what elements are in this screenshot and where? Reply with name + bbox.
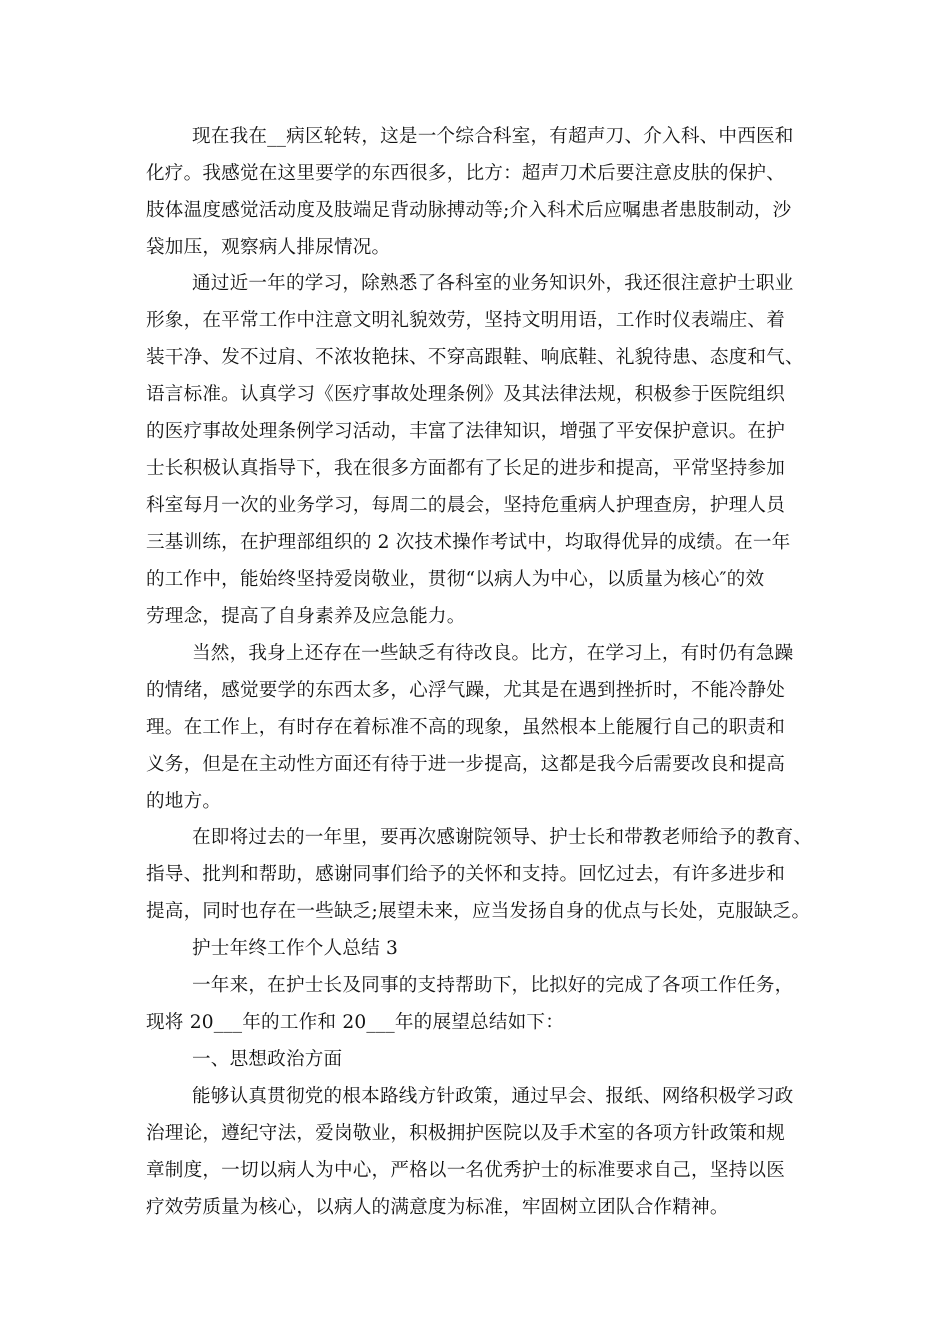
paragraph-line: 现在我在__病区轮转，这是一个综合科室，有超声刀、介入科、中西医和 (192, 126, 794, 147)
paragraph-line: 理。在工作上，有时存在着标准不高的现象，虽然根本上能履行自己的职责和 (146, 717, 785, 738)
paragraph-line: 形象，在平常工作中注意文明礼貌效劳，坚持文明用语，工作时仪表端庄、着 (146, 310, 785, 331)
paragraph-line: 科室每月一次的业务学习，每周二的晨会，坚持危重病人护理查房，护理人员 (146, 495, 785, 516)
paragraph-line: 章制度，一切以病人为中心，严格以一名优秀护士的标准要求自己，坚持以医 (146, 1160, 785, 1181)
paragraph-line: 治理论，遵纪守法，爱岗敬业，积极拥护医院以及手术室的各项方针政策和规 (146, 1123, 785, 1144)
paragraph-line: 袋加压，观察病人排尿情况。 (146, 237, 391, 258)
paragraph-line: 肢体温度感觉活动度及肢端足背动脉搏动等;介入科术后应嘱患者患肢制动，沙 (146, 200, 792, 221)
paragraph-line: 一年来，在护士长及同事的支持帮助下，比拟好的完成了各项工作任务， (192, 975, 794, 996)
paragraph-line: 的情绪，感觉要学的东西太多，心浮气躁，尤其是在遇到挫折时，不能冷静处 (146, 680, 785, 701)
paragraph-line: 能够认真贯彻党的根本路线方针政策，通过早会、报纸、网络积极学习政 (192, 1086, 794, 1107)
paragraph-line: 的地方。 (146, 791, 222, 812)
paragraph-line: 当然，我身上还存在一些缺乏有待改良。比方，在学习上，有时仍有急躁 (192, 643, 794, 664)
section-heading: 护士年终工作个人总结 3 (192, 938, 399, 959)
paragraph-line: 化疗。我感觉在这里要学的东西很多，比方：超声刀术后要注意皮肤的保护、 (146, 163, 785, 184)
paragraph-line: 的工作中，能始终坚持爱岗敬业，贯彻“以病人为中心，以质量为核心″的效 (146, 569, 765, 590)
paragraph-line: 装干净、发不过肩、不浓妆艳抹、不穿高跟鞋、响底鞋、礼貌待患、态度和气、 (146, 347, 804, 368)
paragraph-line: 语言标准。认真学习《医疗事故处理条例》及其法律法规，积极参于医院组织 (146, 384, 785, 405)
paragraph-line: 提高，同时也存在一些缺乏;展望未来，应当发扬自身的优点与长处，克服缺乏。 (146, 901, 811, 922)
paragraph-line: 士长积极认真指导下，我在很多方面都有了长足的进步和提高，平常坚持参加 (146, 458, 785, 479)
paragraph-line: 的医疗事故处理条例学习活动，丰富了法律知识，增强了平安保护意识。在护 (146, 421, 785, 442)
paragraph-line: 劳理念，提高了自身素养及应急能力。 (146, 606, 466, 627)
paragraph-line: 三基训练，在护理部组织的 2 次技术操作考试中，均取得优异的成绩。在一年 (146, 532, 791, 553)
paragraph-line: 疗效劳质量为核心，以病人的满意度为标准，牢固树立团队合作精神。 (146, 1197, 729, 1218)
paragraph-line: 在即将过去的一年里，要再次感谢院领导、护士长和带教老师给予的教育、 (192, 827, 813, 848)
paragraph-line: 指导、批判和帮助，感谢同事们给予的关怀和支持。回忆过去，有许多进步和 (146, 864, 785, 885)
paragraph-line: 通过近一年的学习，除熟悉了各科室的业务知识外，我还很注意护士职业 (192, 273, 794, 294)
subsection-heading: 一、思想政治方面 (192, 1049, 343, 1070)
paragraph-line: 义务，但是在主动性方面还有待于进一步提高，这都是我今后需要改良和提高 (146, 754, 785, 775)
paragraph-line: 现将 20___年的工作和 20___年的展望总结如下： (146, 1012, 565, 1033)
